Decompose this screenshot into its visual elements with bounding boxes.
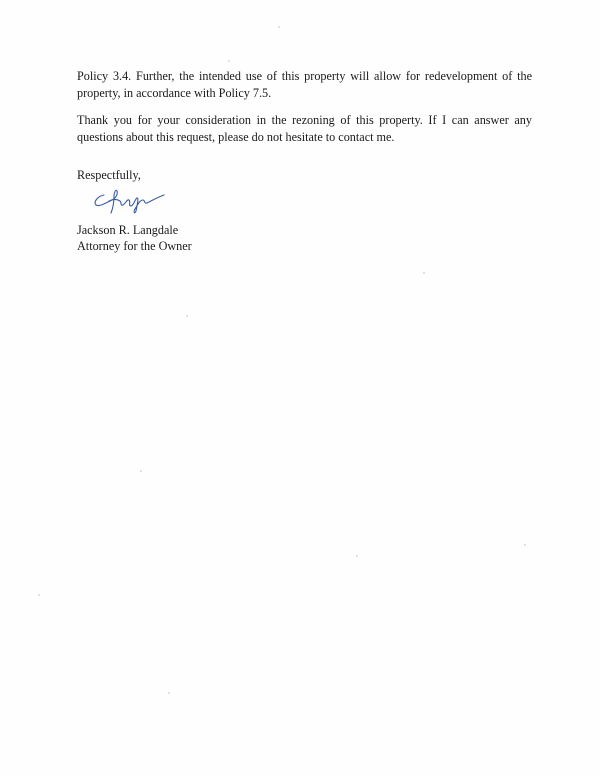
scan-speck [186,315,188,317]
body-paragraph-policy: Policy 3.4. Further, the intended use of this property will allow for redevelopment of the property, in accordance with Policy 7.5. [77,69,532,100]
body-paragraph-thank-you: Thank you for your consideration in the rezoning of this property. If I can answer any questions about this request, please do not hesitate to contact me. [77,113,532,144]
scan-speck [140,470,142,472]
signer-title: Attorney for the Owner [77,239,192,253]
scan-speck [228,60,230,62]
closing-salutation: Respectfully, [77,168,141,182]
scan-speck [356,555,358,557]
handwritten-signature-icon [90,186,170,216]
scan-speck [524,544,526,546]
scan-speck [423,272,425,274]
scan-speck [38,594,40,596]
scan-speck [278,26,280,28]
signer-name: Jackson R. Langdale [77,223,179,237]
scan-speck [168,692,170,694]
